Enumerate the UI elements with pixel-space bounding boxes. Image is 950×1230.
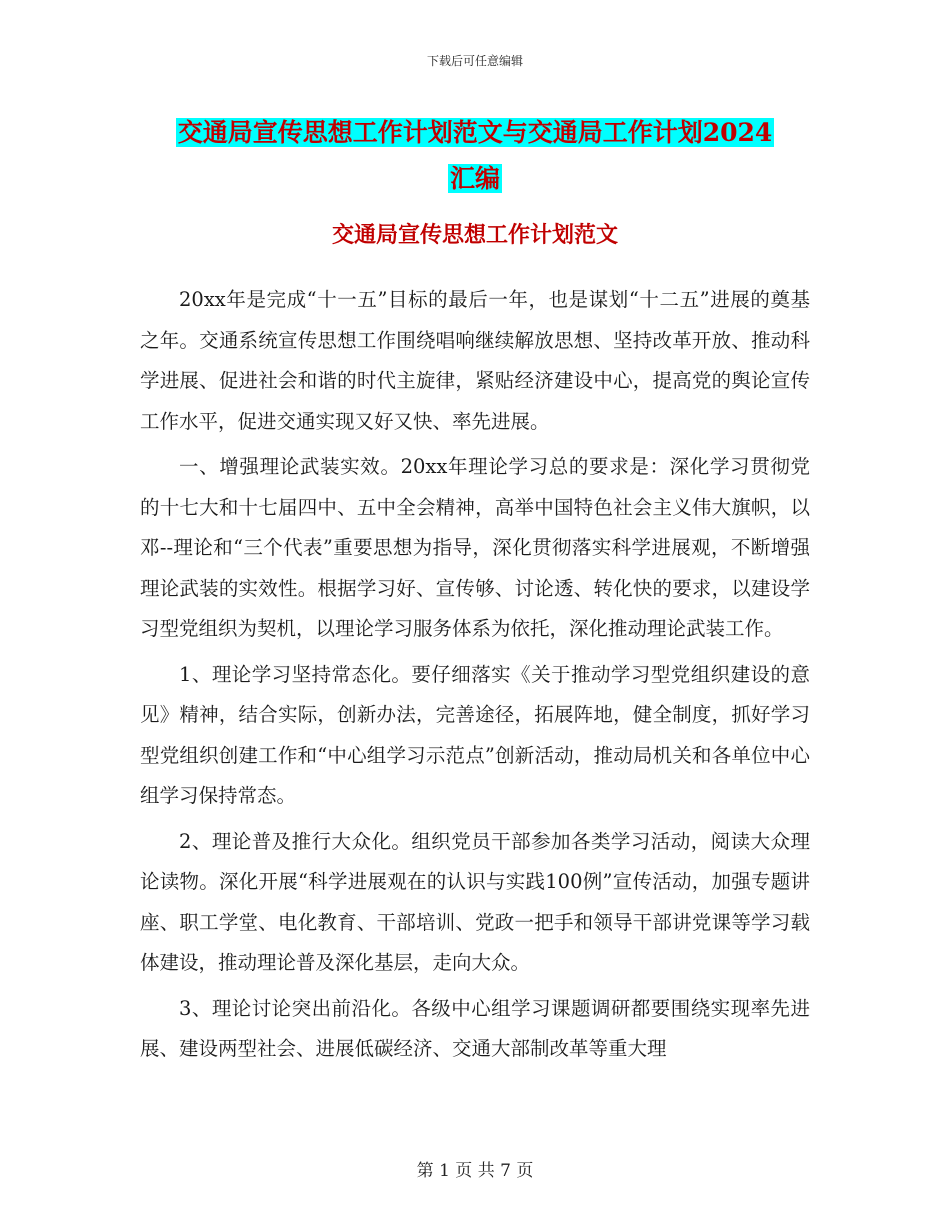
- document-title-line-2: 汇编: [449, 164, 500, 193]
- paragraph: 一、增强理论武装实效。20xx年理论学习总的要求是：深化学习贯彻党的十七大和十七届四中、五中全会精神，高举中国特色社会主义伟大旗帜，以邓--理论和“三个代表”重要思想为指导，深化贯彻落实科学进展观，不断增强理论武装的实效性。根据学习好、宣传够、讨论透、转化快的要求，以建设学习型党组织为契机，以理论学习服务体系为依托，深化推动理论武装工作。: [140, 455, 810, 640]
- paragraph: 3、理论讨论突出前沿化。各级中心组学习课题调研都要围绕实现率先进展、建设两型社会、进展低碳经济、交通大部制改革等重大理: [140, 996, 810, 1060]
- document-title: [140, 110, 810, 202]
- section-title: 交通局宣传思想工作计划范文: [331, 222, 618, 248]
- page-header-note: 下载后可任意编辑: [426, 54, 523, 68]
- paragraph: 20xx年是完成“十一五”目标的最后一年，也是谋划“十二五”进展的奠基之年。交通系统宣传思想工作围绕唱响继续解放思想、坚持改革开放、推动科学进展、促进社会和谐的时代主旋律，紧贴经济建设中心，提高党的舆论宣传工作水平，促进交通实现又好又快、率先进展。: [140, 288, 810, 433]
- page-number-footer: 第 1 页 共 7 页: [416, 1161, 534, 1181]
- document-title-line-1: 交通局宣传思想工作计划范文与交通局工作计划2024: [177, 118, 773, 147]
- paragraph: 2、理论普及推行大众化。组织党员干部参加各类学习活动，阅读大众理论读物。深化开展“科学进展观在的认识与实践100例”宣传活动，加强专题讲座、职工学堂、电化教育、干部培训、党政一把手和领导干部讲党课等学习载体建设，推动理论普及深化基层，走向大众。: [140, 829, 810, 974]
- document-body: [140, 280, 810, 1075]
- paragraph: 1、理论学习坚持常态化。要仔细落实《关于推动学习型党组织建设的意见》精神，结合实际，创新办法，完善途径，拓展阵地，健全制度，抓好学习型党组织创建工作和“中心组学习示范点”创新活动，推动局机关和各单位中心组学习保持常态。: [140, 662, 810, 807]
